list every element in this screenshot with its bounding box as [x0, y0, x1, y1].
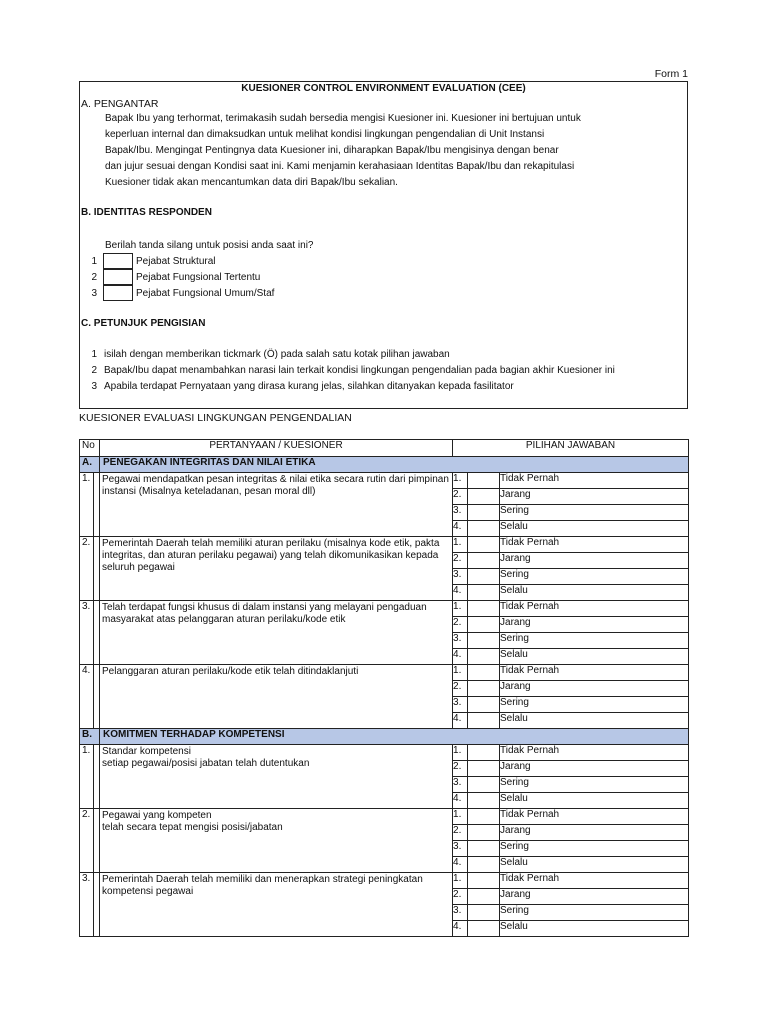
question-cell: [100, 473, 453, 537]
answer-number: 1.: [453, 665, 468, 681]
identitas-option-number: 1: [91, 256, 97, 267]
identitas-checkbox-fungsional-umum[interactable]: [103, 285, 133, 301]
answer-number: 4.: [453, 921, 468, 937]
answer-label: Sering: [500, 905, 689, 921]
form-number-label: Form 1: [654, 68, 688, 80]
answer-checkbox[interactable]: [468, 665, 500, 681]
table-header-row: [80, 440, 689, 457]
answer-label: Sering: [500, 697, 689, 713]
answer-checkbox[interactable]: [468, 697, 500, 713]
question-text: Standar kompetensi setiap pegawai/posisi jabatan telah dutentukan: [102, 746, 310, 769]
answer-number: 2.: [453, 825, 468, 841]
pengantar-line: Bapak/Ibu. Mengingat Pentingnya data Kuesioner ini, diharapkan Bapak/Ibu mengisinya dengan benar: [105, 145, 559, 156]
answer-label: Selalu: [500, 921, 689, 937]
answer-checkbox[interactable]: [468, 489, 500, 505]
answer-checkbox[interactable]: [468, 521, 500, 537]
question-cell: [100, 873, 453, 937]
answer-label: Sering: [500, 569, 689, 585]
question-cell: [100, 745, 453, 809]
answer-label: Selalu: [500, 649, 689, 665]
identitas-option-label: Pejabat Fungsional Tertentu: [136, 272, 261, 283]
answer-checkbox[interactable]: [468, 793, 500, 809]
identitas-option-number: 3: [91, 288, 97, 299]
pengantar-line: keperluan internal dan dimaksudkan untuk melihat kondisi lingkungan pengendalian di Unit Instansi: [105, 129, 545, 140]
answer-number: 3.: [453, 505, 468, 521]
answer-row: [80, 665, 689, 681]
table-body: [80, 457, 689, 937]
answer-checkbox[interactable]: [468, 713, 500, 729]
section-title: PENEGAKAN INTEGRITAS DAN NILAI ETIKA: [100, 457, 689, 473]
answer-label: Tidak Pernah: [500, 601, 689, 617]
answer-label: Selalu: [500, 521, 689, 537]
petunjuk-item: isilah dengan memberikan tickmark (Ö) pada salah satu kotak pilihan jawaban: [104, 349, 450, 360]
petunjuk-number: 2: [91, 365, 97, 376]
answer-checkbox[interactable]: [468, 745, 500, 761]
answer-label: Jarang: [500, 553, 689, 569]
answer-checkbox[interactable]: [468, 553, 500, 569]
answer-label: Jarang: [500, 825, 689, 841]
question-cell: [100, 665, 453, 729]
answer-label: Selalu: [500, 713, 689, 729]
answer-number: 3.: [453, 697, 468, 713]
petunjuk-number: 3: [91, 381, 97, 392]
section-letter: B.: [80, 729, 100, 745]
question-cell: [100, 809, 453, 873]
section-heading-identitas: B. IDENTITAS RESPONDEN: [81, 207, 212, 218]
answer-number: 1.: [453, 601, 468, 617]
answer-number: 4.: [453, 713, 468, 729]
pengantar-line: Kuesioner tidak akan mencantumkan data diri Bapak/Ibu sekalian.: [105, 177, 398, 188]
identitas-prompt: Berilah tanda silang untuk posisi anda saat ini?: [105, 240, 314, 251]
answer-number: 4.: [453, 521, 468, 537]
question-number: 3.: [80, 873, 94, 937]
answer-label: Sering: [500, 777, 689, 793]
answer-number: 4.: [453, 857, 468, 873]
answer-label: Selalu: [500, 585, 689, 601]
answer-number: 1.: [453, 473, 468, 489]
petunjuk-number: 1: [91, 349, 97, 360]
header-question: PERTANYAAN / KUESIONER: [100, 440, 453, 457]
pengantar-line: Bapak Ibu yang terhormat, terimakasih sudah bersedia mengisi Kuesioner ini. Kuesioner ini bertujuan untuk: [105, 113, 581, 124]
answer-number: 3.: [453, 777, 468, 793]
answer-label: Sering: [500, 505, 689, 521]
section-row: [80, 457, 689, 473]
section-title: KOMITMEN TERHADAP KOMPETENSI: [100, 729, 689, 745]
answer-checkbox[interactable]: [468, 585, 500, 601]
answer-number: 1.: [453, 745, 468, 761]
answer-checkbox[interactable]: [468, 537, 500, 553]
answer-row: [80, 809, 689, 825]
answer-checkbox[interactable]: [468, 857, 500, 873]
answer-checkbox[interactable]: [468, 889, 500, 905]
answer-label: Jarang: [500, 889, 689, 905]
answer-number: 2.: [453, 761, 468, 777]
answer-checkbox[interactable]: [468, 921, 500, 937]
answer-checkbox[interactable]: [468, 761, 500, 777]
kuesioner-title: KUESIONER EVALUASI LINGKUNGAN PENGENDALIAN: [79, 412, 352, 424]
answer-checkbox[interactable]: [468, 649, 500, 665]
answer-number: 2.: [453, 553, 468, 569]
header-answer: PILIHAN JAWABAN: [453, 440, 689, 457]
answer-label: Jarang: [500, 617, 689, 633]
identitas-checkbox-fungsional-tertentu[interactable]: [103, 269, 133, 285]
answer-row: [80, 873, 689, 889]
answer-row: [80, 537, 689, 553]
answer-label: Tidak Pernah: [500, 665, 689, 681]
answer-label: Tidak Pernah: [500, 537, 689, 553]
answer-checkbox[interactable]: [468, 617, 500, 633]
kuesioner-table: [79, 439, 689, 937]
answer-number: 1.: [453, 873, 468, 889]
answer-checkbox[interactable]: [468, 473, 500, 489]
answer-label: Tidak Pernah: [500, 745, 689, 761]
question-text: Pegawai yang kompeten telah secara tepat mengisi posisi/jabatan: [102, 810, 283, 833]
answer-checkbox[interactable]: [468, 905, 500, 921]
question-text: Pegawai mendapatkan pesan integritas & nilai etika secara rutin dari pimpinan instansi (Misalnya keteladanan, pesan moral dll): [102, 474, 449, 497]
answer-number: 3.: [453, 569, 468, 585]
answer-row: [80, 601, 689, 617]
section-row: [80, 729, 689, 745]
pengantar-line: dan jujur sesuai dengan Kondisi saat ini. Kami menjamin kerahasiaan Identitas Bapak/Ibu dan rekapitulasi: [105, 161, 575, 172]
question-cell: [100, 601, 453, 665]
answer-checkbox[interactable]: [468, 601, 500, 617]
question-cell: [100, 537, 453, 601]
section-heading-petunjuk: C. PETUNJUK PENGISIAN: [81, 318, 206, 329]
answer-checkbox[interactable]: [468, 841, 500, 857]
petunjuk-item: Apabila terdapat Pernyataan yang dirasa kurang jelas, silahkan ditanyakan kepada fasilitator: [104, 381, 514, 392]
answer-checkbox[interactable]: [468, 777, 500, 793]
answer-label: Sering: [500, 841, 689, 857]
answer-number: 1.: [453, 809, 468, 825]
answer-number: 4.: [453, 793, 468, 809]
section-heading-pengantar: A. PENGANTAR: [81, 98, 159, 110]
answer-checkbox[interactable]: [468, 825, 500, 841]
answer-checkbox[interactable]: [468, 809, 500, 825]
question-number: 1.: [80, 473, 94, 537]
answer-label: Jarang: [500, 681, 689, 697]
answer-label: Selalu: [500, 857, 689, 873]
answer-number: 3.: [453, 841, 468, 857]
answer-number: 3.: [453, 633, 468, 649]
question-number: 1.: [80, 745, 94, 809]
answer-row: [80, 745, 689, 761]
answer-checkbox[interactable]: [468, 633, 500, 649]
section-letter: A.: [80, 457, 100, 473]
answer-label: Jarang: [500, 489, 689, 505]
answer-row: [80, 473, 689, 489]
question-number: 2.: [80, 809, 94, 873]
answer-checkbox[interactable]: [468, 681, 500, 697]
question-number: 2.: [80, 537, 94, 601]
identitas-checkbox-struktural[interactable]: [103, 253, 133, 269]
header-no: No: [80, 440, 100, 457]
answer-number: 2.: [453, 617, 468, 633]
question-number: 4.: [80, 665, 94, 729]
question-text: Pemerintah Daerah telah memiliki dan menerapkan strategi peningkatan kompetensi pegawai: [102, 874, 423, 897]
form-title: KUESIONER CONTROL ENVIRONMENT EVALUATION (CEE): [241, 83, 526, 94]
answer-label: Tidak Pernah: [500, 809, 689, 825]
answer-number: 1.: [453, 537, 468, 553]
answer-checkbox[interactable]: [468, 505, 500, 521]
identitas-option-number: 2: [91, 272, 97, 283]
identitas-option-label: Pejabat Fungsional Umum/Staf: [136, 288, 275, 299]
answer-number: 2.: [453, 489, 468, 505]
answer-number: 2.: [453, 681, 468, 697]
answer-label: Sering: [500, 633, 689, 649]
question-text: Pemerintah Daerah telah memiliki aturan perilaku (misalnya kode etik, pakta integritas, dan aturan perilaku pegawai) yang telah dikomunikasikan kepada seluruh pegawai: [102, 538, 440, 573]
answer-number: 4.: [453, 649, 468, 665]
answer-label: Tidak Pernah: [500, 473, 689, 489]
question-number: 3.: [80, 601, 94, 665]
answer-number: 3.: [453, 905, 468, 921]
answer-number: 2.: [453, 889, 468, 905]
question-text: Telah terdapat fungsi khusus di dalam instansi yang melayani pengaduan masyarakat atas pelanggaran aturan perilaku/kode etik: [102, 602, 427, 625]
answer-label: Selalu: [500, 793, 689, 809]
answer-label: Jarang: [500, 761, 689, 777]
answer-checkbox[interactable]: [468, 569, 500, 585]
identitas-option-label: Pejabat Struktural: [136, 256, 216, 267]
answer-number: 4.: [453, 585, 468, 601]
petunjuk-item: Bapak/Ibu dapat menambahkan narasi lain terkait kondisi lingkungan pengendalian pada bagian akhir Kuesioner ini: [104, 365, 615, 376]
answer-label: Tidak Pernah: [500, 873, 689, 889]
answer-checkbox[interactable]: [468, 873, 500, 889]
question-text: Pelanggaran aturan perilaku/kode etik telah ditindaklanjuti: [102, 666, 359, 677]
